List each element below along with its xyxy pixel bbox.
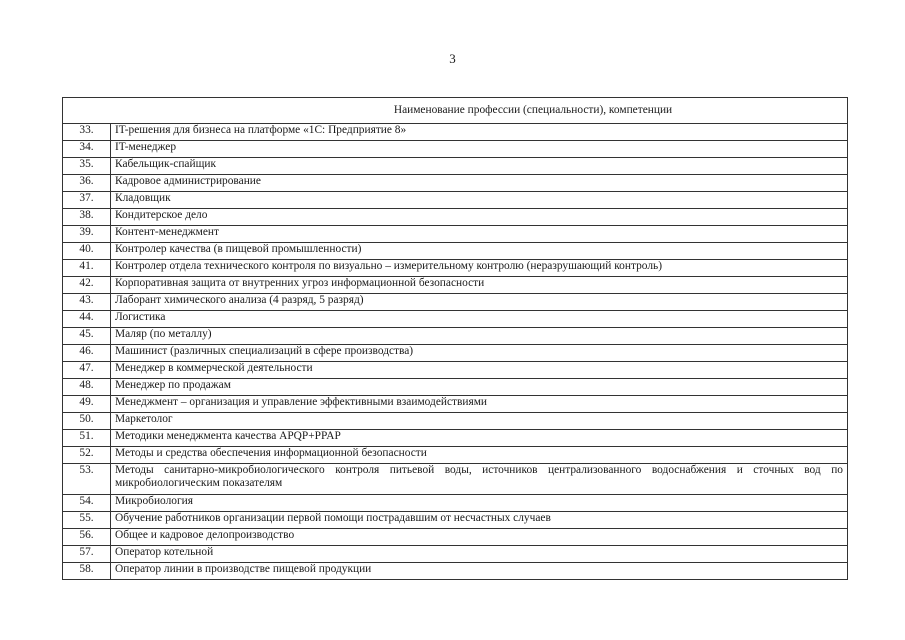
row-number: 43. [63,294,111,311]
profession-name: Менеджмент – организация и управление эффективными взаимодействиями [111,396,848,413]
row-number: 35. [63,158,111,175]
table-row [63,311,848,328]
row-number: 49. [63,396,111,413]
row-number: 38. [63,209,111,226]
profession-name: Методики менеджмента качества APQP+PPAP [111,430,848,447]
profession-name: Оператор котельной [111,546,848,563]
profession-name: Оператор линии в производстве пищевой продукции [111,563,848,580]
profession-name: Маляр (по металлу) [111,328,848,345]
table-row [63,362,848,379]
profession-name: Кадровое администрирование [111,175,848,192]
profession-name: Корпоративная защита от внутренних угроз информационной безопасности [111,277,848,294]
table-row [63,243,848,260]
row-number: 41. [63,260,111,277]
row-number: 36. [63,175,111,192]
table-row [63,345,848,362]
table-row [63,430,848,447]
table-row [63,124,848,141]
table-row [63,379,848,396]
profession-name: Лаборант химического анализа (4 разряд, 5 разряд) [111,294,848,311]
profession-name: Менеджер в коммерческой деятельности [111,362,848,379]
row-number: 52. [63,447,111,464]
table-row [63,158,848,175]
row-number: 58. [63,563,111,580]
row-number: 50. [63,413,111,430]
table-row [63,529,848,546]
table-header-cell: Наименование профессии (специальности), компетенции [63,98,848,124]
profession-name: IT-менеджер [111,141,848,158]
row-number: 47. [63,362,111,379]
row-number: 57. [63,546,111,563]
profession-name: Логистика [111,311,848,328]
row-number: 48. [63,379,111,396]
row-number: 51. [63,430,111,447]
table-row [63,260,848,277]
table-row [63,396,848,413]
profession-name: Методы санитарно-микробиологического контроля питьевой воды, источников централизованного водоснабжения и сточных вод по микробиологическим показателям [111,464,848,495]
profession-name: Контент-менеджмент [111,226,848,243]
table-row [63,546,848,563]
profession-name: Маркетолог [111,413,848,430]
table-row [63,209,848,226]
profession-name: Контролер отдела технического контроля по визуально – измерительному контролю (неразрушающий контроль) [111,260,848,277]
row-number: 40. [63,243,111,260]
row-number: 44. [63,311,111,328]
profession-name: Контролер качества (в пищевой промышленности) [111,243,848,260]
table-row [63,192,848,209]
profession-name: Микробиология [111,495,848,512]
table-row [63,277,848,294]
table-row [63,226,848,243]
profession-name: Машинист (различных специализаций в сфере производства) [111,345,848,362]
table-row [63,175,848,192]
table-row [63,563,848,580]
row-number: 56. [63,529,111,546]
profession-name: Кладовщик [111,192,848,209]
table-row [63,328,848,345]
professions-table [62,97,848,580]
row-number: 39. [63,226,111,243]
table-row [63,413,848,430]
row-number: 55. [63,512,111,529]
profession-name: Методы и средства обеспечения информационной безопасности [111,447,848,464]
table-header-row [63,98,848,124]
profession-name: Менеджер по продажам [111,379,848,396]
row-number: 54. [63,495,111,512]
row-number: 34. [63,141,111,158]
row-number: 53. [63,464,111,495]
table-row [63,464,848,495]
row-number: 37. [63,192,111,209]
profession-name: IT-решения для бизнеса на платформе «1С: Предприятие 8» [111,124,848,141]
page-number: 3 [449,51,456,66]
table-row [63,512,848,529]
table-body [63,124,848,580]
profession-name: Кабельщик-спайщик [111,158,848,175]
table-row [63,495,848,512]
row-number: 45. [63,328,111,345]
row-number: 33. [63,124,111,141]
profession-name: Кондитерское дело [111,209,848,226]
table-row [63,294,848,311]
row-number: 42. [63,277,111,294]
table-row [63,141,848,158]
row-number: 46. [63,345,111,362]
profession-name: Обучение работников организации первой помощи пострадавшим от несчастных случаев [111,512,848,529]
table-row [63,447,848,464]
profession-name: Общее и кадровое делопроизводство [111,529,848,546]
